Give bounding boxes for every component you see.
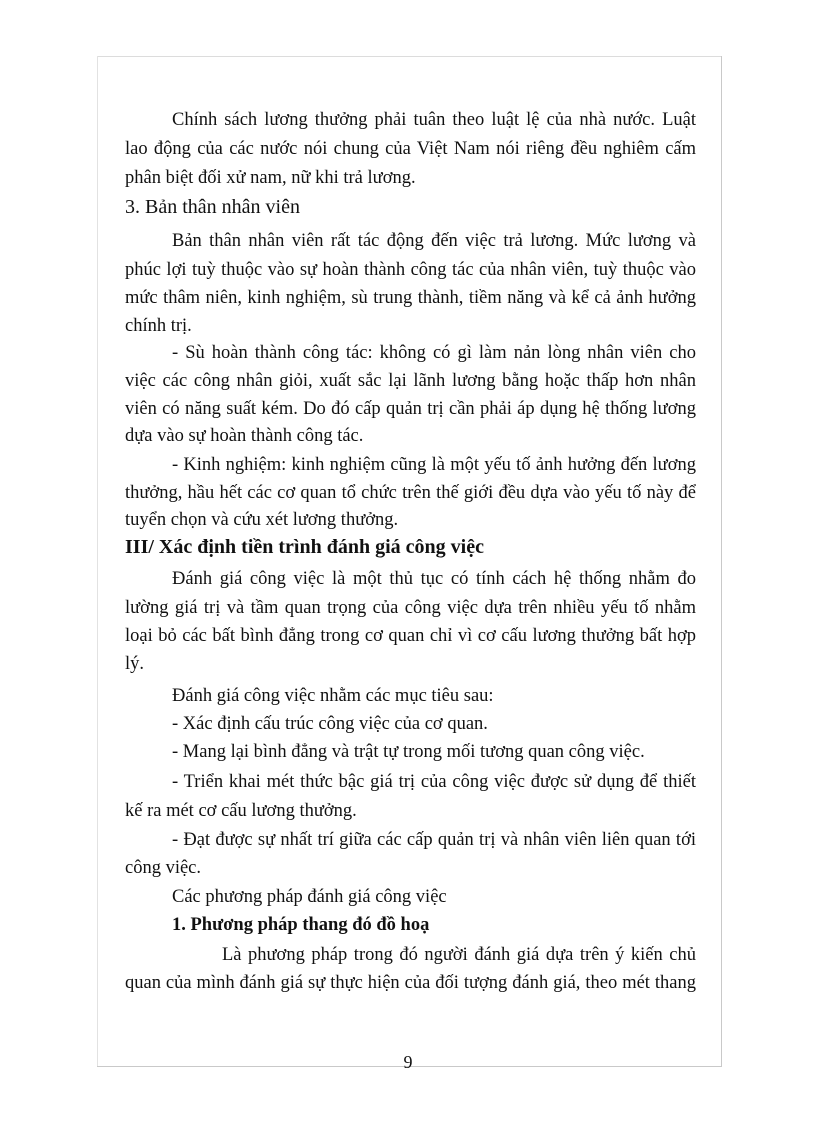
paragraph-line: lường giá trị và tầm quan trọng của công việc dựa trên nhiều yếu tố nhằm [125, 598, 696, 618]
paragraph-line: dựa vào sự hoàn thành công tác. [125, 426, 364, 446]
page-number: 9 [403, 1052, 413, 1072]
paragraph-line: phúc lợi tuỳ thuộc vào sự hoàn thành công tác của nhân viên, tuỳ thuộc vào [125, 260, 696, 280]
paragraph-line: phân biệt đối xử nam, nữ khi trả lương. [125, 168, 416, 188]
list-item: - Đạt được sự nhất trí giữa các cấp quản trị và nhân viên liên quan tới [172, 830, 696, 850]
paragraph-line: lao động của các nước nói chung của Việt Nam nói riêng đều nghiêm cấm [125, 139, 696, 159]
paragraph-line: loại bỏ các bất bình đẳng trong cơ quan chỉ vì cơ cấu lương thưởng bất hợp [125, 626, 696, 646]
paragraph-line: - Sù hoàn thành công tác: không có gì làm nản lòng nhân viên cho [172, 343, 696, 363]
paragraph-line: mức thâm niên, kinh nghiệm, sù trung thành, tiềm năng và kể cả ảnh hưởng [125, 288, 696, 308]
section-heading: 3. Bản thân nhân viên [125, 196, 300, 218]
paragraph-line: kế ra mét cơ cấu lương thưởng. [125, 801, 357, 821]
page-border-top [97, 56, 721, 57]
paragraph-line: chính trị. [125, 316, 192, 336]
paragraph-line: viên có năng suất kém. Do đó cấp quản trị cần phải áp dụng hệ thống lương [125, 399, 696, 419]
list-item: - Xác định cấu trúc công việc của cơ quan. [172, 714, 488, 734]
paragraph-line: Là phương pháp trong đó người đánh giá dựa trên ý kiến chủ [222, 945, 696, 965]
paragraph-line: thưởng, hầu hết các cơ quan tổ chức trên thế giới đều dựa vào yếu tố này để [125, 483, 696, 503]
chapter-heading: III/ Xác định tiền trình đánh giá công việc [125, 536, 484, 558]
paragraph-line: việc các công nhân giỏi, xuất sắc lại lãnh lương bằng hoặc thấp hơn nhân [125, 371, 696, 391]
paragraph-line: công việc. [125, 858, 202, 878]
paragraph-line: Đánh giá công việc là một thủ tục có tính cách hệ thống nhằm đo [172, 569, 696, 589]
paragraph-line: - Kinh nghiệm: kinh nghiệm cũng là một yếu tố ảnh hưởng đến lương [172, 455, 696, 475]
paragraph-line: quan của mình đánh giá sự thực hiện của đối tượng đánh giá, theo mét thang [125, 973, 696, 993]
list-item: - Triển khai mét thức bậc giá trị của công việc được sử dụng để thiết [172, 772, 696, 792]
page-border-left [97, 56, 98, 1066]
paragraph-line: Bản thân nhân viên rất tác động đến việc trả lương. Mức lương và [172, 231, 696, 251]
paragraph-line: Đánh giá công việc nhằm các mục tiêu sau: [172, 686, 494, 706]
list-item: - Mang lại bình đẳng và trật tự trong mối tương quan công việc. [172, 742, 645, 762]
paragraph-line: Chính sách lương thưởng phải tuân theo luật lệ của nhà nước. Luật [172, 110, 696, 130]
paragraph-line: lý. [125, 654, 145, 674]
paragraph-line: tuyển chọn và cứu xét lương thưởng. [125, 510, 399, 530]
subsection-heading: 1. Phương pháp thang đó đồ hoạ [172, 915, 430, 935]
paragraph-line: Các phương pháp đánh giá công việc [172, 887, 447, 907]
